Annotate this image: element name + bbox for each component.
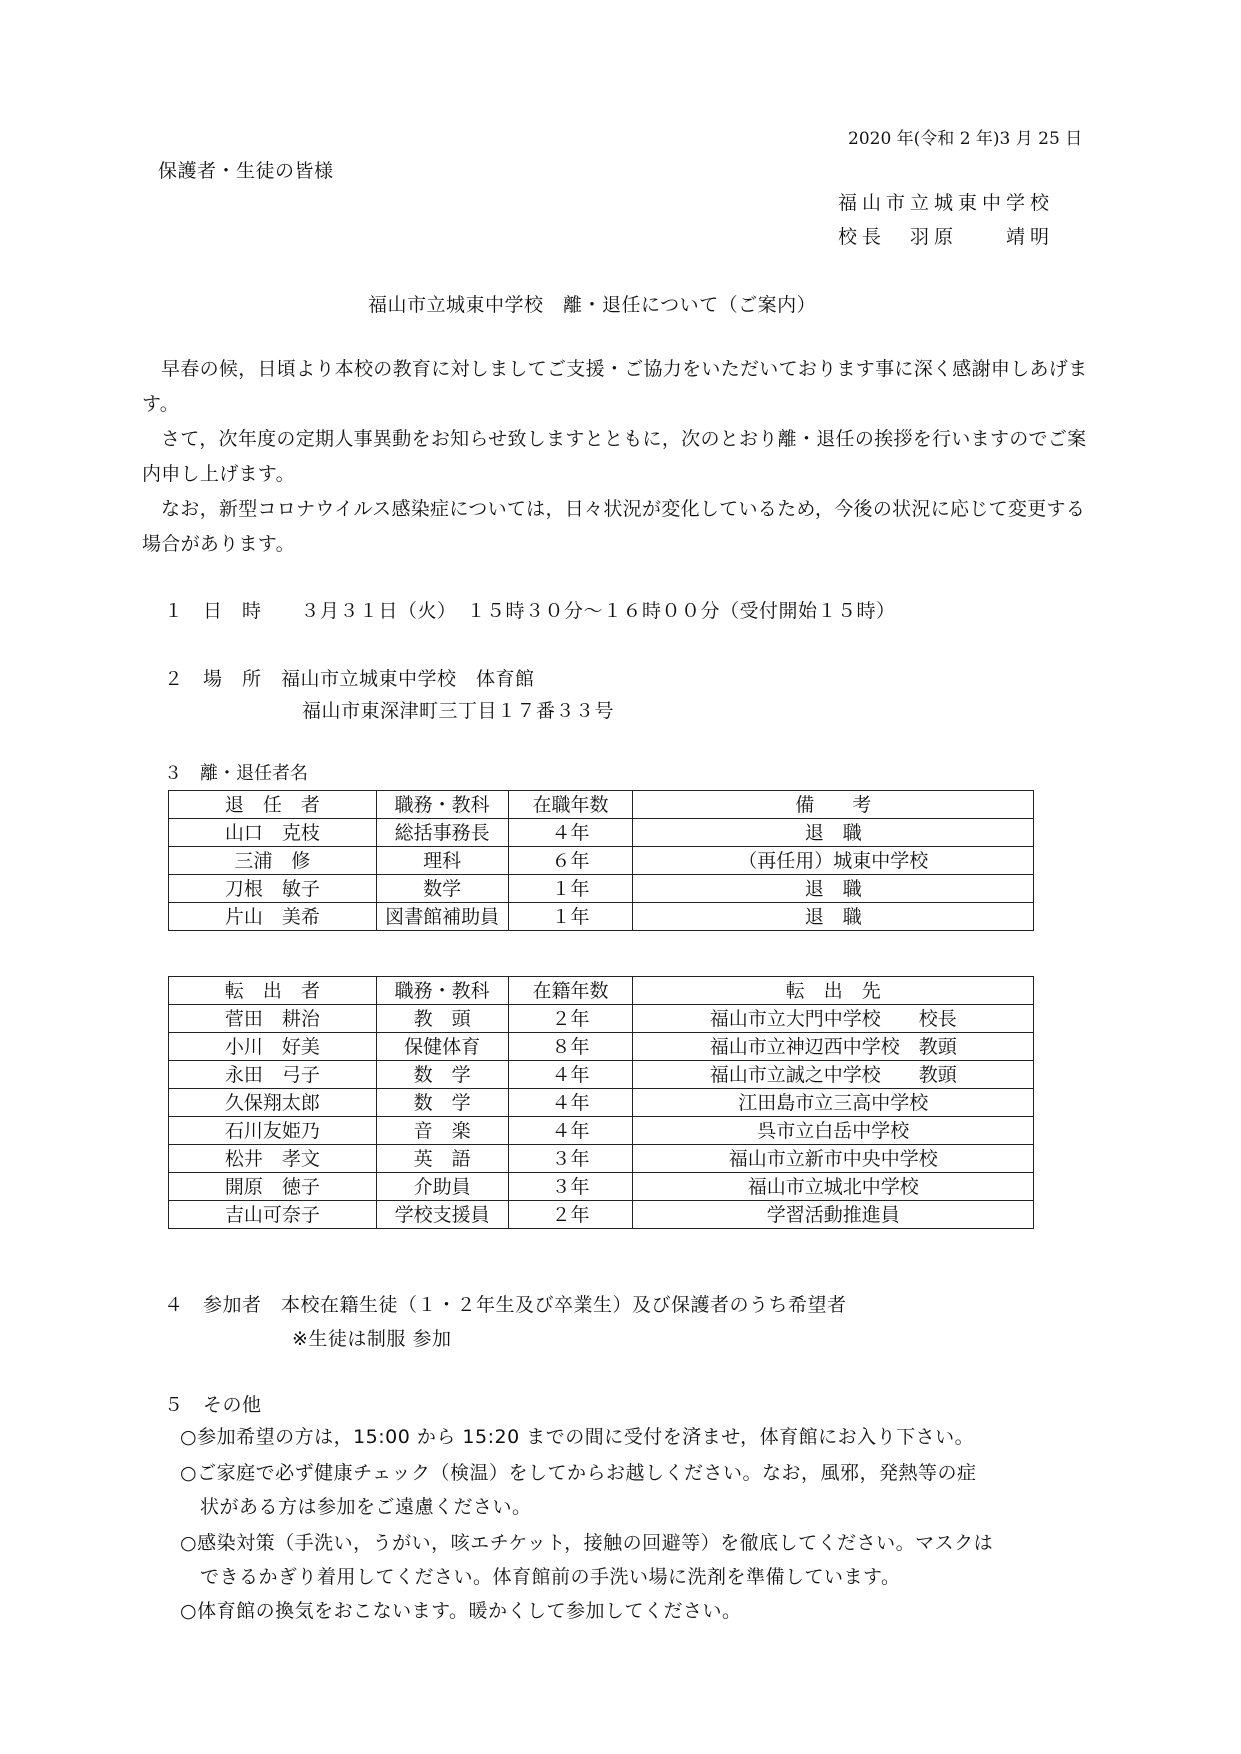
other-bullet-infection-control: ○感染対策（手洗い，うがい，咳エチケット，接触の回避等）を徹底してください。マスクは [180,1532,994,1554]
table-cell: 図書館補助員 [376,903,508,931]
table-cell: 刀根 敏子 [169,875,377,903]
table-header-row [169,791,1034,819]
header-cell: 転 出 先 [633,977,1034,1005]
table-cell: １年 [508,875,633,903]
table-cell: 退 職 [633,875,1034,903]
table-row [169,1089,1034,1117]
item-participants: ４ 参加者 本校在籍生徒（１・２年生及び卒業生）及び保護者のうち希望者 [164,1294,847,1316]
header-cell: 退 任 者 [169,791,377,819]
item-staff-heading: ３ 離・退任者名 [164,763,308,784]
transfers-table [168,976,1034,1229]
header-cell: 転 出 者 [169,977,377,1005]
table-cell: 吉山可奈子 [169,1201,377,1229]
table-cell: 総括事務長 [376,819,508,847]
table-cell: 音 楽 [376,1117,508,1145]
table-cell: 三浦 修 [169,847,377,875]
table-cell: ４年 [508,1089,633,1117]
table-row [169,1061,1034,1089]
header-cell: 在職年数 [508,791,633,819]
table-row [169,1173,1034,1201]
table-row [169,819,1034,847]
table-cell: ４年 [508,1117,633,1145]
table-cell: 福山市立新市中央中学校 [633,1145,1034,1173]
table-cell: 小川 好美 [169,1033,377,1061]
table-cell: １年 [508,903,633,931]
table-cell: 呉市立白岳中学校 [633,1117,1034,1145]
other-bullet-reception: ○参加希望の方は，15:00 から 15:20 までの間に受付を済ませ，体育館にお入り下さい。 [180,1426,975,1448]
table-cell: 英 語 [376,1145,508,1173]
table-cell: 理科 [376,847,508,875]
table-row [169,903,1034,931]
table-cell: 松井 孝文 [169,1145,377,1173]
table-cell: ２年 [508,1201,633,1229]
table-cell: （再任用）城東中学校 [633,847,1034,875]
table-cell: 菅田 耕治 [169,1005,377,1033]
other-bullet-health-check-cont: 状がある方は参加をご遠慮ください。 [200,1496,532,1518]
item-venue: ２ 場 所 福山市立城東中学校 体育館 [164,668,535,690]
table-cell: 福山市立誠之中学校 教頭 [633,1061,1034,1089]
table-cell: ４年 [508,1061,633,1089]
table-cell: 片山 美希 [169,903,377,931]
table-row [169,847,1034,875]
table-cell: 山口 克枝 [169,819,377,847]
table-cell: ３年 [508,1145,633,1173]
principal-name: 校長 羽原 靖明 [838,226,1055,248]
table-cell: 学校支援員 [376,1201,508,1229]
table-cell: 数 学 [376,1089,508,1117]
table-header-row [169,977,1034,1005]
item-other-heading: ５ その他 [164,1394,262,1416]
school-name: 福山市立城東中学校 [838,192,1055,214]
table-cell: 退 職 [633,903,1034,931]
document-title: 福山市立城東中学校 離・退任について（ご案内） [368,294,817,316]
table-row [169,875,1034,903]
table-cell: 久保翔太郎 [169,1089,377,1117]
table-cell: 教 頭 [376,1005,508,1033]
greeting-paragraph: 早春の候，日頃より本校の教育に対しましてご支援・ご協力をいただいております事に深く感謝申しあげます。 [142,358,1088,415]
table-cell: 江田島市立三高中学校 [633,1089,1034,1117]
table-cell: ８年 [508,1033,633,1061]
covid-notice-paragraph: なお，新型コロナウイルス感染症については，日々状況が変化しているため，今後の状況に応じて変更する場合があります。 [142,498,1086,555]
table-cell: 数学 [376,875,508,903]
announcement-paragraph: さて，次年度の定期人事異動をお知らせ致しますとともに，次のとおり離・退任の挨拶を行いますのでご案内申し上げます。 [142,428,1087,485]
table-cell: 退 職 [633,819,1034,847]
table-row [169,1005,1034,1033]
table-cell: 福山市立大門中学校 校長 [633,1005,1034,1033]
other-bullet-ventilation: ○体育館の換気をおこないます。暖かくして参加してください。 [180,1600,742,1622]
table-cell: 介助員 [376,1173,508,1201]
addressee: 保護者・生徒の皆様 [158,160,334,182]
issue-date: 2020 年(令和 2 年)3 月 25 日 [848,129,1083,149]
header-cell: 在籍年数 [508,977,633,1005]
table-cell: 福山市立神辺西中学校 教頭 [633,1033,1034,1061]
table-row [169,1145,1034,1173]
header-cell: 職務・教科 [376,977,508,1005]
table-cell: 数 学 [376,1061,508,1089]
table-cell: ３年 [508,1173,633,1201]
table-cell: 開原 徳子 [169,1173,377,1201]
table-row [169,1117,1034,1145]
retirees-table [168,790,1034,931]
header-cell: 備 考 [633,791,1034,819]
table-row [169,1033,1034,1061]
table-row [169,1201,1034,1229]
table-cell: 福山市立城北中学校 [633,1173,1034,1201]
header-cell: 職務・教科 [376,791,508,819]
table-cell: ２年 [508,1005,633,1033]
other-bullet-infection-control-cont: できるかぎり着用してください。体育館前の手洗い場に洗剤を準備しています。 [200,1566,901,1588]
table-cell: ４年 [508,819,633,847]
other-bullet-health-check: ○ご家庭で必ず健康チェック（検温）をしてからお越しください。なお，風邪，発熱等の症 [180,1462,977,1484]
item-datetime: １ 日 時 ３月３１日（火） １５時３０分～１６時００分（受付開始１５時） [164,600,896,622]
table-cell: 学習活動推進員 [633,1201,1034,1229]
table-cell: ６年 [508,847,633,875]
table-cell: 永田 弓子 [169,1061,377,1089]
table-cell: 保健体育 [376,1033,508,1061]
table-cell: 石川友姫乃 [169,1117,377,1145]
venue-address: 福山市東深津町三丁目１７番３３号 [302,700,615,722]
participants-note: ※生徒は制服 参加 [292,1328,452,1350]
